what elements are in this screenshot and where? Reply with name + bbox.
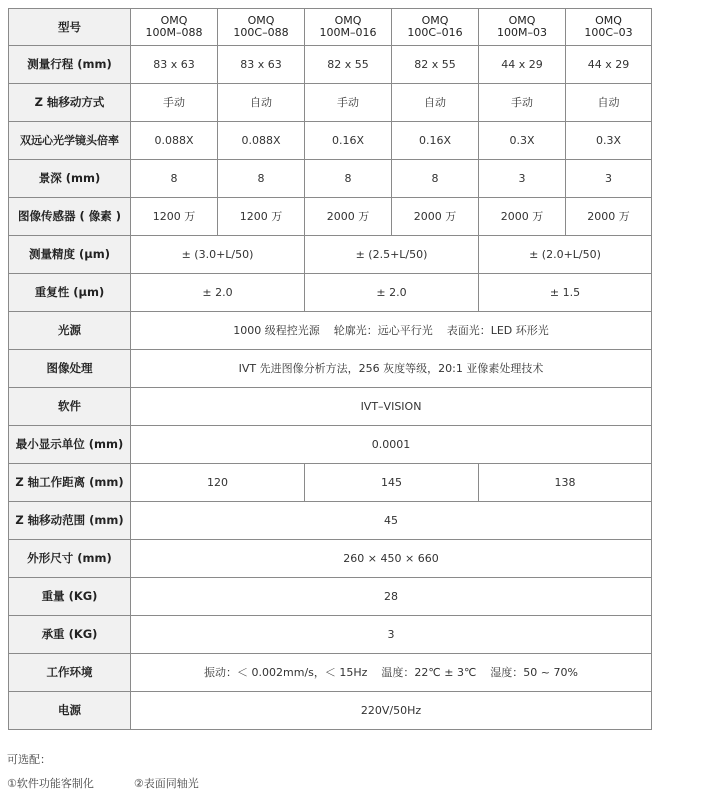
value-cell: 44 x 29 (479, 46, 566, 84)
row-light (9, 312, 652, 350)
value-cell: 44 x 29 (566, 46, 652, 84)
options-notes (7, 748, 199, 796)
row-label-power: 电源 (9, 692, 131, 730)
spec-table (8, 8, 652, 730)
row-label-accuracy: 测量精度 (μm) (9, 236, 131, 274)
row-sensor (9, 198, 652, 236)
value-cell: 0.16X (392, 122, 479, 160)
value-cell: 3 (566, 160, 652, 198)
row-label-dof: 景深 (mm) (9, 160, 131, 198)
row-weight (9, 578, 652, 616)
row-software (9, 388, 652, 426)
value-cell: 手动 (305, 84, 392, 122)
value-cell: 145 (305, 464, 479, 502)
value-cell: 0.088X (218, 122, 305, 160)
value-cell: ± 2.0 (305, 274, 479, 312)
value-cell: 8 (392, 160, 479, 198)
value-cell: 2000 万 (305, 198, 392, 236)
value-cell: 120 (131, 464, 305, 502)
row-env (9, 654, 652, 692)
row-dof (9, 160, 652, 198)
value-cell: IVT–VISION (131, 388, 652, 426)
row-label-zrange: Z 轴移动范围 (mm) (9, 502, 131, 540)
value-cell: 3 (479, 160, 566, 198)
row-workdist (9, 464, 652, 502)
value-cell: ± (2.5+L/50) (305, 236, 479, 274)
row-label-weight: 重量 (KG) (9, 578, 131, 616)
value-cell: 1200 万 (218, 198, 305, 236)
value-cell: 45 (131, 502, 652, 540)
value-cell: 自动 (218, 84, 305, 122)
row-label-software: 软件 (9, 388, 131, 426)
row-label-light: 光源 (9, 312, 131, 350)
model-cell: OMQ 100M–088 (131, 9, 218, 46)
row-lens (9, 122, 652, 160)
row-label-imaging: 图像处理 (9, 350, 131, 388)
row-load (9, 616, 652, 654)
model-cell: OMQ 100C–03 (566, 9, 652, 46)
value-cell: 0.0001 (131, 426, 652, 464)
row-label-repeat: 重复性 (μm) (9, 274, 131, 312)
value-cell: 自动 (392, 84, 479, 122)
options-title: 可选配： (7, 753, 51, 766)
value-cell: 1200 万 (131, 198, 218, 236)
value-cell: ± (3.0+L/50) (131, 236, 305, 274)
row-travel (9, 46, 652, 84)
value-cell: 82 x 55 (392, 46, 479, 84)
value-cell: ± 2.0 (131, 274, 305, 312)
option-item: ①软件功能客制化 (7, 777, 94, 790)
model-cell: OMQ 100C–088 (218, 9, 305, 46)
row-label-model: 型号 (9, 9, 131, 46)
model-cell: OMQ 100M–016 (305, 9, 392, 46)
value-cell: 0.16X (305, 122, 392, 160)
row-label-load: 承重 (KG) (9, 616, 131, 654)
row-label-lens: 双远心光学镜头倍率 (9, 122, 131, 160)
value-cell: 83 x 63 (218, 46, 305, 84)
value-cell: 0.3X (566, 122, 652, 160)
row-label-env: 工作环境 (9, 654, 131, 692)
value-cell: 260 × 450 × 660 (131, 540, 652, 578)
value-cell: 0.3X (479, 122, 566, 160)
value-cell: IVT 先进图像分析方法，256 灰度等级，20:1 亚像素处理技术 (131, 350, 652, 388)
value-cell: 手动 (479, 84, 566, 122)
row-repeat (9, 274, 652, 312)
value-cell: 手动 (131, 84, 218, 122)
row-imaging (9, 350, 652, 388)
value-cell: 3 (131, 616, 652, 654)
value-cell: 8 (305, 160, 392, 198)
option-item: ②表面同轴光 (133, 777, 199, 790)
value-cell: 1000 级程控光源 轮廓光：远心平行光 表面光：LED 环形光 (131, 312, 652, 350)
value-cell: 28 (131, 578, 652, 616)
row-label-size: 外形尺寸 (mm) (9, 540, 131, 578)
value-cell: 2000 万 (392, 198, 479, 236)
value-cell: 83 x 63 (131, 46, 218, 84)
row-accuracy (9, 236, 652, 274)
value-cell: 振动：＜ 0.002mm/s，＜ 15Hz 温度：22℃ ± 3℃ 湿度：50 ~ 70% (131, 654, 652, 692)
row-label-sensor: 图像传感器 ( 像素 ) (9, 198, 131, 236)
value-cell: 2000 万 (479, 198, 566, 236)
value-cell: 8 (131, 160, 218, 198)
value-cell: 220V/50Hz (131, 692, 652, 730)
value-cell: ± 1.5 (479, 274, 652, 312)
row-label-resolution: 最小显示单位 (mm) (9, 426, 131, 464)
value-cell: 8 (218, 160, 305, 198)
row-size (9, 540, 652, 578)
row-zrange (9, 502, 652, 540)
row-label-travel: 测量行程 (mm) (9, 46, 131, 84)
row-model (9, 9, 652, 46)
value-cell: 自动 (566, 84, 652, 122)
value-cell: 138 (479, 464, 652, 502)
row-resolution (9, 426, 652, 464)
row-zmode (9, 84, 652, 122)
value-cell: ± (2.0+L/50) (479, 236, 652, 274)
value-cell: 0.088X (131, 122, 218, 160)
row-power (9, 692, 652, 730)
row-label-zmode: Z 轴移动方式 (9, 84, 131, 122)
value-cell: 2000 万 (566, 198, 652, 236)
model-cell: OMQ 100C–016 (392, 9, 479, 46)
options-list (7, 772, 199, 796)
model-cell: OMQ 100M–03 (479, 9, 566, 46)
row-label-workdist: Z 轴工作距离 (mm) (9, 464, 131, 502)
value-cell: 82 x 55 (305, 46, 392, 84)
